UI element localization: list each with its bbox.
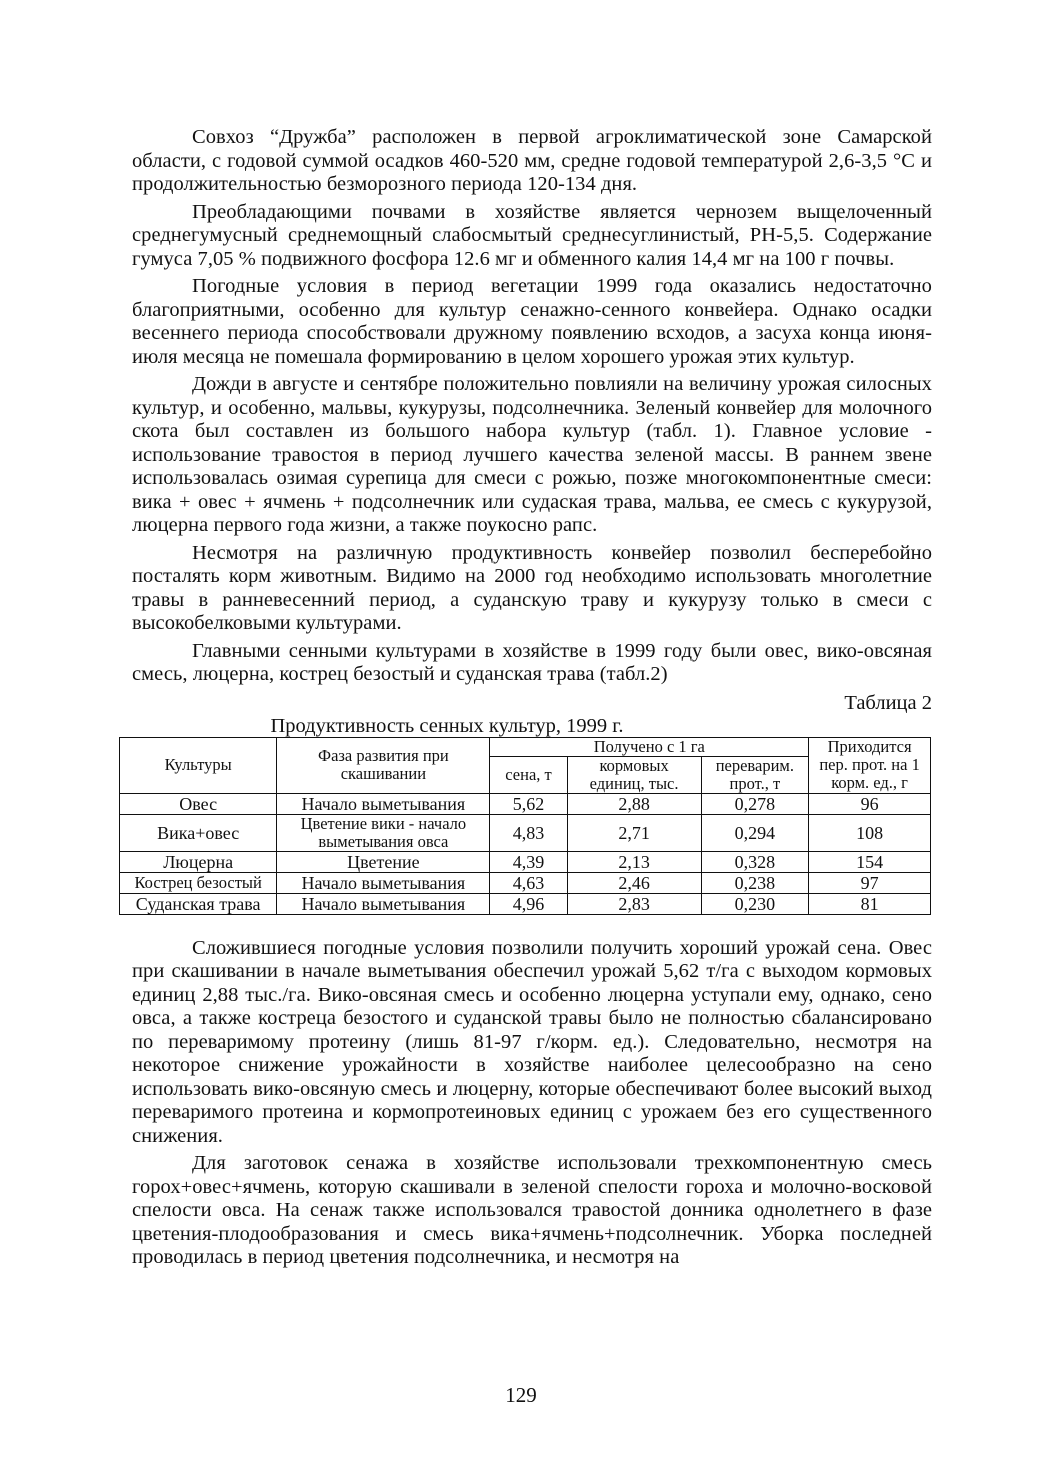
cell-per: 81 xyxy=(809,893,931,914)
cell-per: 96 xyxy=(809,793,931,814)
cell-crop: Вика+овес xyxy=(120,814,277,851)
cell-feed: 2,88 xyxy=(567,793,701,814)
paragraph: Главными сенными культурами в хозяйстве в 1999 году были овес, вико-овсяная смесь, люцерна, кострец безостый и суданская трава (табл.2) xyxy=(132,639,932,685)
header-hay: сена, т xyxy=(490,756,567,793)
cell-hay: 4,83 xyxy=(490,814,567,851)
cell-crop: Овес xyxy=(120,793,277,814)
page-body xyxy=(132,126,932,1270)
cell-phase: Начало выметывания xyxy=(277,793,490,814)
cell-crop: Суданская трава xyxy=(120,893,277,914)
paragraph: Погодные условия в период вегетации 1999 года оказались недостаточно благоприятными, особенно для культур сенажно-сенного конвейера. Однако осадки весеннего периода способствовали дружному появлению всходов, а засуха конца июня-июля месяца не помешала формированию в целом хорошего урожая этих культур. xyxy=(132,275,932,368)
table-title: Продуктивность сенных культур, 1999 г. xyxy=(270,714,624,737)
cell-hay: 4,39 xyxy=(490,851,567,872)
cell-hay: 4,63 xyxy=(490,872,567,893)
cell-protein: 0,328 xyxy=(701,851,809,872)
table-number: Таблица 2 xyxy=(844,691,932,714)
paragraph: Совхоз “Дружба” расположен в первой агроклиматической зоне Самарской области, с годовой суммой осадков 460-520 мм, средне годовой температурой 2,6-3,5 °С и продолжительностью безморозного периода 120-134 дня. xyxy=(132,126,932,195)
header-crop: Культуры xyxy=(120,737,277,793)
page-number: 129 xyxy=(505,1383,537,1407)
header-feed-units: кормовых единиц, тыс. xyxy=(567,756,701,793)
cell-feed: 2,83 xyxy=(567,893,701,914)
cell-per: 108 xyxy=(809,814,931,851)
table-row xyxy=(120,851,931,872)
paragraph: Для заготовок сенажа в хозяйстве использовали трехкомпонентную смесь горох+овес+ячмень, которую скашивали в зеленой спелости гороха и молочно-восковой спелости овса. На сенаж также использовался травостой донника однолетнего в фазе цветения-плодообразования и смесь вика+ячмень+подсолнечник. Уборка последней проводилась в период цветения подсолнечника, и несмотря на xyxy=(132,1152,932,1268)
cell-hay: 5,62 xyxy=(490,793,567,814)
header-digestible: переварим. прот., т xyxy=(701,756,809,793)
header-per-unit: Приходится пер. прот. на 1 корм. ед., г xyxy=(809,737,931,793)
cell-protein: 0,278 xyxy=(701,793,809,814)
header-phase: Фаза развития при скашивании xyxy=(277,737,490,793)
cell-crop: Люцерна xyxy=(120,851,277,872)
cell-per: 154 xyxy=(809,851,931,872)
cell-feed: 2,71 xyxy=(567,814,701,851)
cell-phase: Начало выметывания xyxy=(277,893,490,914)
cell-crop: Кострец безостый xyxy=(120,872,277,893)
cell-phase: Цветение xyxy=(277,851,490,872)
cell-feed: 2,46 xyxy=(567,872,701,893)
table-row xyxy=(120,872,931,893)
table-row xyxy=(120,793,931,814)
paragraph: Сложившиеся погодные условия позволили получить хороший урожай сена. Овес при скашивании в начале выметывания обеспечил урожай 5,62 т/га с выходом кормовых единиц 2,88 тыс./га. Вико-овсяная смесь и особенно люцерна уступали ему, однако, сено овса, а также костреца безостого и суданской травы было не полностью сбалансировано по переваримому протеину (лишь 81-97 г/корм. ед.). Следовательно, несмотря на некоторое снижение урожайности в хозяйстве наиболее целесообразно на сено использовать вико-овсяную смесь и люцерну, которые обеспечивают более высокий выход переваримого протеина и кормопротеиновых единиц с урожаем без его существенного снижения. xyxy=(132,936,932,1147)
table-row xyxy=(120,814,931,851)
table-row xyxy=(120,893,931,914)
cell-per: 97 xyxy=(809,872,931,893)
cell-protein: 0,294 xyxy=(701,814,809,851)
cell-protein: 0,238 xyxy=(701,872,809,893)
cell-phase: Цветение вики - начало выметывания овса xyxy=(277,814,490,851)
paragraph: Дожди в августе и сентябре положительно повлияли на величину урожая силосных культур, и особенно, мальвы, кукурузы, подсолнечника. Зеленый конвейер для молочного скота был составлен из большого набора культур (табл. 1). Главное условие - использование травостоя в период лучшего качества зеленой массы. В раннем звене использовалась озимая сурепица для смеси с рожью, позже многокомпонентные смеси: вика + овес + ячмень + подсолнечник или судаская трава, мальва, ее смесь с кукурузой, люцерна первого года жизни, а также поукосно рапс. xyxy=(132,373,932,536)
cell-hay: 4,96 xyxy=(490,893,567,914)
paragraph: Несмотря на различную продуктивность конвейер позволил бесперебойно посталять корм животным. Видимо на 2000 год необходимо использовать многолетние травы в ранневесенний период, а суданскую траву и кукурузу только в смеси с высокобелковыми культурами. xyxy=(132,541,932,634)
cell-feed: 2,13 xyxy=(567,851,701,872)
header-received: Получено с 1 га xyxy=(490,737,809,756)
productivity-table xyxy=(119,737,931,915)
paragraph: Преобладающими почвами в хозяйстве является чернозем выщелоченный среднегумусный среднемощный слабосмытый среднесуглинистый, РН-5,5. Содержание гумуса 7,05 % подвижного фосфора 12.6 мг и обменного калия 14,4 мг на 100 г почвы. xyxy=(132,200,932,270)
cell-phase: Начало выметывания xyxy=(277,872,490,893)
cell-protein: 0,230 xyxy=(701,893,809,914)
